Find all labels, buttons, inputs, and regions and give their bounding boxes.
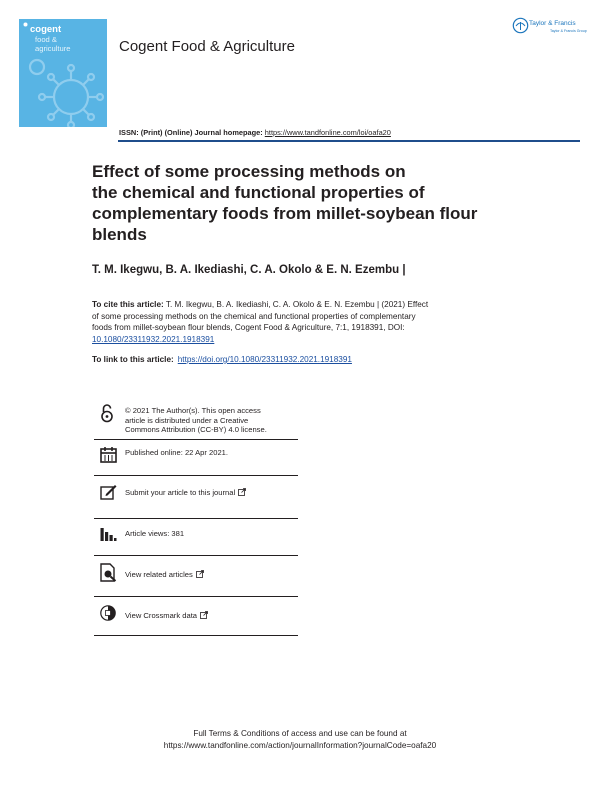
edit-icon [100,484,117,500]
issn-label: ISSN: (Print) (Online) Journal homepage: [119,128,263,137]
cover-brand: cogent [30,24,62,35]
license-row [94,401,298,440]
submit-row[interactable] [94,476,298,519]
citation-line [92,334,532,346]
external-link-icon [200,611,208,619]
link-label: To link to this article: [92,355,174,364]
header-divider [118,140,580,142]
external-link-icon [196,570,204,578]
publisher-tagline: Taylor & Francis Group [550,29,587,33]
open-access-lock-icon [100,403,114,423]
external-link-icon [238,488,246,496]
citation-text: T. M. Ikegwu, B. A. Ikediashi, C. A. Okolo & E. N. Ezembu | (2021) Effect [165,300,429,309]
view-related-text: View related articles [125,570,193,579]
journal-cover [19,19,107,127]
crossmark-row[interactable] [94,597,298,636]
crossmark-icon [100,605,116,621]
submit-article-text: Submit your article to this journal [125,488,236,497]
title-line: blends [92,225,147,244]
license-line: © 2021 The Author(s). This open access [125,406,261,415]
published-date: Published online: 22 Apr 2021. [125,448,229,457]
view-related-link[interactable] [125,570,204,580]
license-text [125,406,267,435]
license-line: Commons Attribution (CC-BY) 4.0 license. [125,425,267,435]
title-line: Effect of some processing methods on [92,162,406,181]
bar-chart-icon [100,527,117,542]
views-row [94,519,298,556]
article-views: Article views: 381 [125,529,185,538]
citation-line [92,299,532,311]
publisher-logo-icon [512,17,529,34]
cogent-logo-icon [23,22,28,27]
article-title [92,161,532,245]
license-line: article is distributed under a Creative [125,415,249,425]
footer [0,728,600,751]
cover-subtitle [35,36,70,53]
journal-name: Cogent Food & Agriculture [119,38,295,55]
issn-line [119,128,391,137]
publisher-logo [512,16,587,42]
title-line: complementary foods from millet-soybean flour [92,204,478,223]
publisher-name: Taylor & Francis [529,20,576,27]
title-line: the chemical and functional properties of [92,183,425,202]
related-row[interactable] [94,556,298,597]
citation-line: of some processing methods on the chemical and functional properties of complementary [92,311,416,321]
article-doi-link[interactable]: https://doi.org/10.1080/23311932.2021.1918391 [177,355,352,364]
footer-url[interactable]: https://www.tandfonline.com/action/journalInformation?journalCode=oafa20 [163,740,437,750]
citation-line: foods from millet-soybean flour blends, Cogent Food & Agriculture, 7:1, 1918391, DOI: [92,323,405,333]
related-articles-icon [100,563,117,582]
crossmark-link[interactable] [125,611,208,621]
article-authors: T. M. Ikegwu, B. A. Ikediashi, C. A. Okolo & E. N. Ezembu | [92,264,406,276]
doi-link[interactable]: 10.1080/23311932.2021.1918391 [92,334,215,344]
crossmark-text: View Crossmark data [125,611,198,620]
journal-homepage-link[interactable]: https://www.tandfonline.com/loi/oafa20 [264,128,391,137]
article-link-row [92,355,352,364]
footer-line: Full Terms & Conditions of access and use can be found at [193,729,407,738]
published-row [94,440,298,476]
citation-label: To cite this article: [92,300,164,309]
submit-article-link[interactable] [125,488,246,498]
cover-subtitle-line: agriculture [35,43,71,53]
cover-subtitle-line: food & [35,35,57,44]
citation-block [92,299,532,345]
calendar-icon [100,446,117,463]
